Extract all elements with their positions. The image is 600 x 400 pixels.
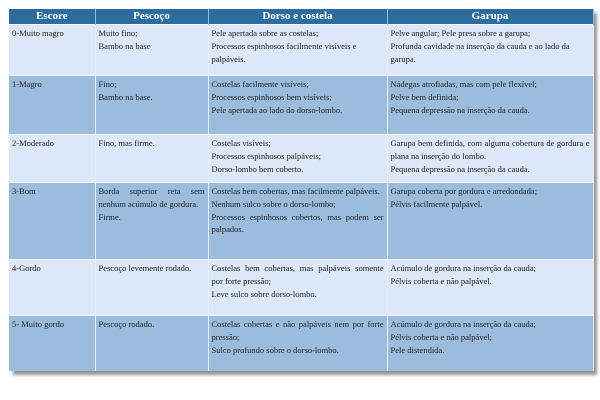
cell-text: Muito fino; <box>98 28 138 38</box>
cell-text: Nenhum sulco sobre o dorso-lombo; <box>211 198 336 209</box>
cell-dorso <box>208 183 387 260</box>
cell-dorso <box>208 135 387 183</box>
cell-text: Bambo na base <box>98 40 151 51</box>
cell-garupa <box>387 316 593 372</box>
cell-text: 1-Magro <box>12 79 42 89</box>
cell-text: Acúmulo de gordura na inserção da cauda; <box>390 263 536 273</box>
cell-escore <box>9 316 95 372</box>
cell-text: Costelas facilmente visíveis; <box>211 79 309 89</box>
cell-text: Firme. <box>98 211 121 222</box>
cell-text: Pélvis coberta e não palpável. <box>390 275 492 286</box>
cell-garupa <box>387 260 593 316</box>
cell-dorso <box>208 316 387 372</box>
cell-garupa <box>387 135 593 183</box>
cell-text: Processos espinhosos facilmente visíveis e palpáveis. <box>211 40 357 64</box>
cell-text: Processos espinhosos bem visíveis; <box>211 91 332 102</box>
cell-text: Fino; <box>98 79 117 89</box>
cell-garupa <box>387 183 593 260</box>
cell-text: Pele distendida. <box>390 344 445 355</box>
cell-text: Pélvis facilmente palpável. <box>390 198 483 209</box>
cell-text: 5- Muito gordo <box>12 319 64 329</box>
cell-escore <box>9 183 95 260</box>
table-row <box>9 135 593 183</box>
cell-pescoco <box>95 135 208 183</box>
cell-text: Costelas visíveis; <box>211 138 271 148</box>
cell-text: Acúmulo de gordura na inserção da cauda; <box>390 319 536 329</box>
cell-text: Fino, mas firme. <box>98 138 155 148</box>
cell-text: Processos espinhosos cobertos, mas podem ser palpados. <box>211 211 384 235</box>
cell-text: Pele apertada sobre as costelas; <box>211 28 319 38</box>
header-dorso-costela: Dorso e costela <box>208 9 387 25</box>
header-pescoco: Pescoço <box>95 9 208 25</box>
cell-text: Pele apertada ao lado do dorso-lombo. <box>211 104 343 115</box>
cell-text: Borda superior reta sem nenhum acúmulo de gordura. <box>98 186 205 209</box>
header-garupa: Garupa <box>387 9 593 25</box>
cell-text: Profunda cavidade na inserção da cauda e ao lado da garupa. <box>390 40 570 64</box>
table-row <box>9 76 593 135</box>
cell-text: Bambo na base. <box>98 91 153 102</box>
cell-text: Dorso-lombo bem coberto. <box>211 163 304 174</box>
cell-text: Garupa bem definida, com alguma cobertura de gordura e plana na inserção do lombo. <box>390 138 590 161</box>
table-container <box>9 9 593 371</box>
cell-text: 4-Gordo <box>12 263 41 273</box>
cell-text: Pescoço levemente rodado. <box>98 263 192 273</box>
cell-text: 2-Moderado <box>12 138 55 148</box>
cell-garupa <box>387 76 593 135</box>
table-row <box>9 183 593 260</box>
cell-garupa <box>387 25 593 76</box>
cell-escore <box>9 135 95 183</box>
cell-text: Garupa coberta por gordura e arredondada; <box>390 186 538 196</box>
cell-text: Pelve bem definida; <box>390 91 459 102</box>
cell-pescoco <box>95 76 208 135</box>
cell-text: Sulco profundo sobre o dorso-lombo. <box>211 344 339 355</box>
body-condition-score-table <box>9 9 594 371</box>
cell-escore <box>9 76 95 135</box>
cell-dorso <box>208 260 387 316</box>
cell-dorso <box>208 76 387 135</box>
table-row <box>9 25 593 76</box>
cell-text: Pescoço rodado. <box>98 319 155 329</box>
cell-pescoco <box>95 183 208 260</box>
table-row <box>9 260 593 316</box>
header-escore: Escore <box>9 9 95 25</box>
cell-text: Pequena depressão na inserção da cauda. <box>390 104 530 115</box>
cell-dorso <box>208 25 387 76</box>
cell-pescoco <box>95 260 208 316</box>
cell-text: Costelas cobertas e não palpáveis nem por forte pressão; <box>211 319 384 342</box>
cell-text: Pélvis coberta e não palpável; <box>390 331 492 342</box>
cell-text: Nádegas atrofiadas, mas com pele flexível; <box>390 79 537 89</box>
cell-text: Pequena depressão na inserção da cauda. <box>390 163 530 174</box>
cell-pescoco <box>95 316 208 372</box>
table-row <box>9 316 593 372</box>
cell-text: Pelve angular; Pele presa sobre a garupa; <box>390 28 531 38</box>
cell-text: Processos espinhosos palpáveis; <box>211 150 322 161</box>
cell-pescoco <box>95 25 208 76</box>
cell-text: 0-Muito magro <box>12 28 64 38</box>
cell-escore <box>9 260 95 316</box>
cell-text: Costelas bem cobertas, mas facilmente palpáveis. <box>211 186 380 196</box>
cell-text: Costelas bem cobertas, mas palpáveis somente por forte pressão; <box>211 263 384 286</box>
cell-text: 3-Bom <box>12 186 36 196</box>
cell-escore <box>9 25 95 76</box>
table-header-row <box>9 9 593 25</box>
cell-text: Leve sulco sobre dorso-lombo. <box>211 288 317 299</box>
